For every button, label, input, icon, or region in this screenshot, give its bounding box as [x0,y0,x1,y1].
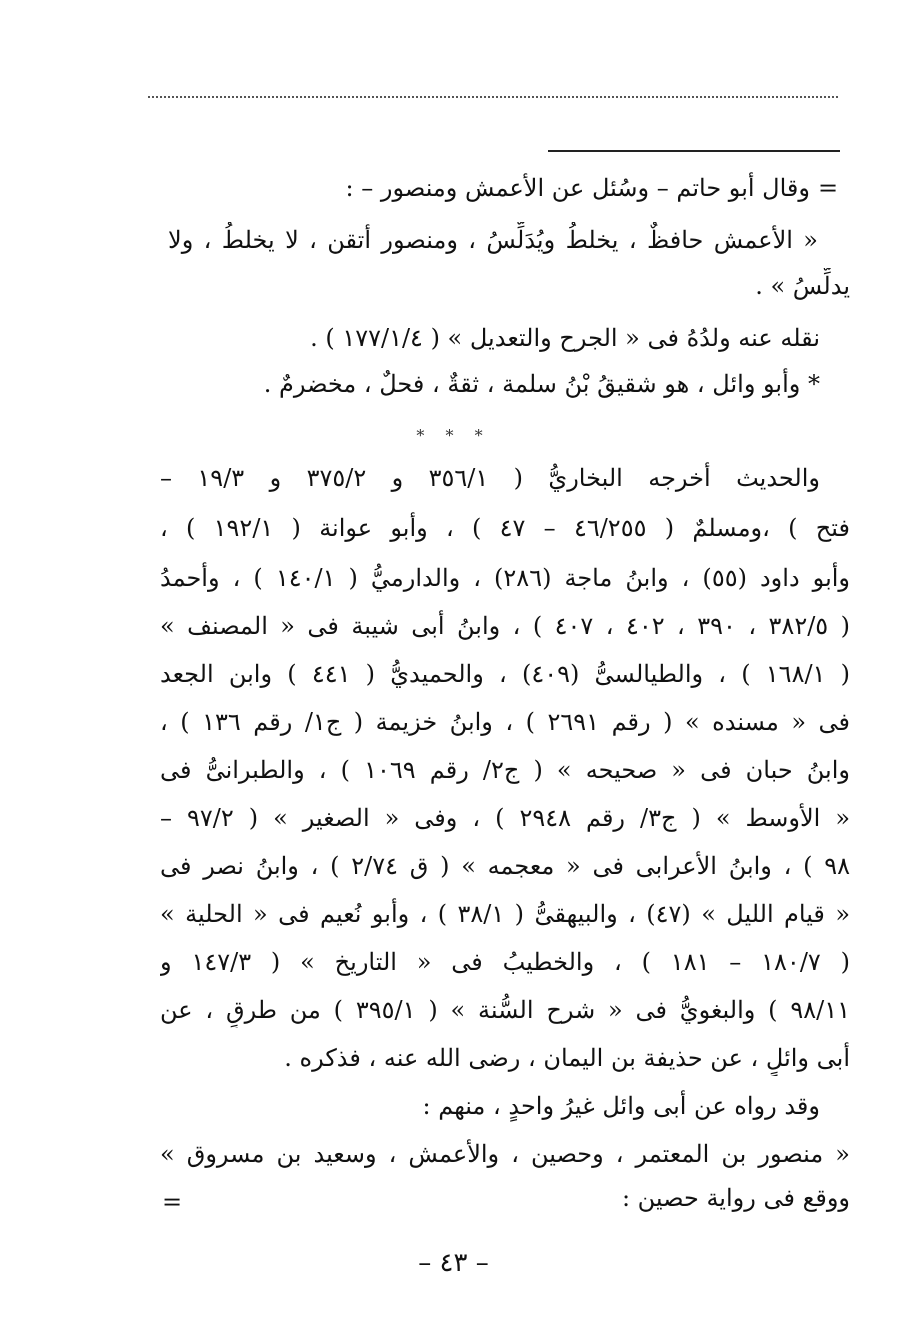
footnote-rule [548,150,840,152]
body-line-13: أبى وائلٍ ، عن حذيفة بن اليمان ، رضى الله عنه ، فذكره . [284,1044,850,1072]
body-line-16: ووقع فى رواية حصين : [621,1184,850,1212]
body-line-7: وابنُ حبان فى « صحيحه » ( ج٢/ رقم ١٠٦٩ ) ، والطبرانىُّ فى [160,756,850,784]
footnote-line-1: وقال أبو حاتم – وسُئل عن الأعمش ومنصور – : [345,174,810,202]
body-line-1: والحديث أخرجه البخاريُّ ( ٣٥٦/١ و ٣٧٥/٢ و ١٩/٣ – [160,464,820,492]
footnote-continue-mark: = [818,174,839,202]
section-separator: * * * [416,426,491,445]
header-dotted-rule [148,96,838,98]
footnote-line-3: يدلِّسُ » . [755,272,850,300]
footnote-line-2: « الأعمش حافظٌ ، يخلطُ ويُدَلِّسُ ، ومنصور أتقن ، لا يخلطُ ، ولا [168,226,818,254]
page-number: – ٤٣ – [418,1248,489,1278]
body-line-9: ٩٨ ) ، وابنُ الأعرابى فى « معجمه » ( ق ٢/٧٤ ) ، وابنُ نصر فى [160,852,850,880]
body-line-4: ( ٣٨٢/٥ ، ٣٩٠ ، ٤٠٢ ، ٤٠٧ ) ، وابنُ أبى شيبة فى « المصنف » [160,612,850,640]
body-line-12: ٩٨/١١ ) والبغويُّ فى « شرح السُّنة » ( ٣٩٥/١ ) من طرقٍ ، عن [160,996,850,1024]
body-line-2: فتح ) ،ومسلمٌ ( ٤٦/٢٥٥ – ٤٧ ) ، وأبو عوانة ( ١٩٢/١ ) ، [160,514,850,542]
body-line-5: ( ١٦٨/١ ) ، والطيالسىُّ (٤٠٩) ، والحميديُّ ( ٤٤١ ) وابن الجعد [160,660,850,688]
body-line-14: وقد رواه عن أبى وائل غيرُ واحدٍ ، منهم : [422,1092,820,1120]
body-line-15: « منصور بن المعتمر ، وحصين ، والأعمش ، وسعيد بن مسروق » [160,1140,850,1168]
body-line-10: « قيام الليل » (٤٧) ، والبيهقىُّ ( ٣٨/١ ) ، وأبو نُعيم فى « الحلية » [160,900,850,928]
body-continue-mark: = [162,1188,183,1216]
body-line-3: وأبو داود (٥٥) ، وابنُ ماجة (٢٨٦) ، والدارميُّ ( ١٤٠/١ ) ، وأحمدُ [160,564,850,592]
body-line-8: « الأوسط » ( ج٣/ رقم ٢٩٤٨ ) ، وفى « الصغير » ( ٩٧/٢ – [160,804,850,832]
footnote-line-5: * وأبو وائل ، هو شقيقُ بْنُ سلمة ، ثقةٌ ، فحلٌ ، مخضرمٌ . [263,370,820,398]
body-line-6: فى « مسنده » ( رقم ٢٦٩١ ) ، وابنُ خزيمة ( ج١/ رقم ١٣٦ ) ، [160,708,850,736]
footnote-line-4: نقله عنه ولدُهُ فى « الجرح والتعديل » ( ١٧٧/١/٤ ) . [310,324,820,352]
body-line-11: ( ١٨٠/٧ – ١٨١ ) ، والخطيبُ فى « التاريخ » ( ١٤٧/٣ و [160,948,850,976]
